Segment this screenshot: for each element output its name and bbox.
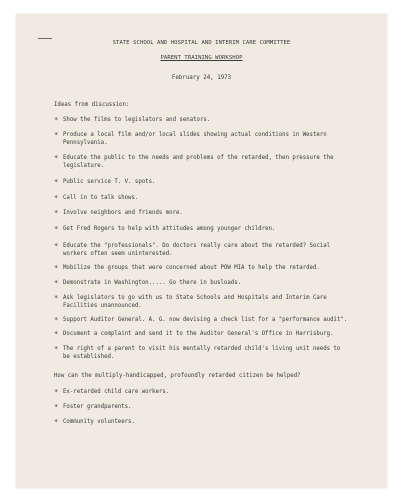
document-subtitle-text: PARENT TRAINING WORKSHOP (160, 55, 243, 61)
bullet-mark: * (54, 209, 59, 217)
answer-text: Ex-retarded child care workers. (63, 389, 170, 395)
bullet-mark: * (54, 279, 59, 287)
idea-text: Involve neighbors and friends more. (63, 210, 183, 216)
bullet-mark: * (54, 116, 59, 124)
idea-text: Ask legislators to go with us to State Schools and Hospitals and Interim Care Facilities unannounced. (63, 295, 327, 309)
binding-mark (38, 38, 52, 39)
idea-text: The right of a parent to visit his mentally retarded child's living unit needs to be established. (63, 346, 341, 360)
idea-text: Get Fred Rogers to help with attitudes among younger children. (63, 226, 276, 232)
bullet-mark: * (54, 316, 59, 324)
idea-text: Educate the "professionals". Do doctors really care about the retarded? Social workers often seem uninterested. (63, 243, 331, 257)
idea-text: Mobilize the groups that were concerned about POW MIA to help the retarded. (63, 265, 320, 271)
bullet-mark: * (54, 154, 59, 162)
idea-text: Call in to talk shows. (63, 195, 139, 201)
document-page (16, 14, 387, 488)
bullet-mark: * (54, 403, 59, 411)
bullet-mark: * (54, 294, 59, 302)
idea-text: Support Auditor General. A. G. now devising a check list for a "performance audit". (63, 317, 348, 323)
bullet-mark: * (54, 178, 59, 186)
question-text: How can the multiply-handicapped, profoundly retarded citizen be helped? (54, 373, 301, 379)
bullet-mark: * (54, 225, 59, 233)
bullet-mark: * (54, 330, 59, 338)
bullet-mark: * (54, 418, 59, 426)
document-subtitle (16, 55, 387, 61)
idea-text: Demonstrate in Washington..... Go there in busloads. (63, 280, 242, 286)
bullet-mark: * (54, 264, 59, 272)
document-title: STATE SCHOOL AND HOSPITAL AND INTERIM CARE COMMITTEE (112, 40, 291, 46)
bullet-mark: * (54, 131, 59, 139)
bullet-mark: * (54, 388, 59, 396)
idea-text: Public service T. V. spots. (63, 179, 156, 185)
idea-text: Educate the public to the needs and problems of the retarded, then pressure the legislature. (63, 155, 334, 169)
bullet-mark: * (54, 242, 59, 250)
idea-text: Show the films to legislators and senators. (63, 117, 211, 123)
idea-text: Document a complaint and send it to the Auditor General's Office in Harrisburg. (63, 331, 334, 337)
idea-text: Produce a local film and/or local slides showing actual conditions in Western Pennsylvania. (63, 132, 327, 146)
document-date: February 24, 1973 (171, 75, 232, 81)
bullet-mark: * (54, 345, 59, 353)
answer-text: Foster grandparents. (63, 404, 132, 410)
ideas-intro: Ideas from discussion: (54, 102, 130, 108)
bullet-mark: * (54, 194, 59, 202)
answer-text: Community volunteers. (63, 419, 135, 425)
